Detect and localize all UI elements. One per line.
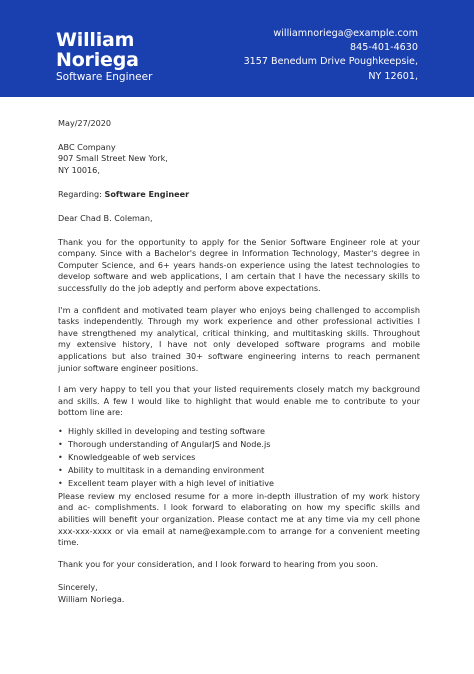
first-name: William bbox=[56, 29, 135, 51]
recipient-street: 907 Small Street New York, bbox=[58, 153, 168, 164]
signoff: Sincerely, bbox=[58, 582, 98, 593]
recipient-company: ABC Company bbox=[58, 141, 116, 152]
list-item: • Excellent team player with a high level of initiative bbox=[58, 477, 420, 490]
regarding-line bbox=[58, 189, 420, 201]
list-item: • Ability to multitask in a demanding environment bbox=[58, 464, 420, 477]
signature-name: William Noriega. bbox=[58, 594, 125, 605]
list-item: • Knowledgeable of web services bbox=[58, 451, 420, 464]
letter-header bbox=[0, 0, 474, 97]
contact-address-line2: NY 12601, bbox=[368, 70, 418, 82]
last-name: Noriega bbox=[56, 49, 139, 71]
job-title: Software Engineer bbox=[56, 71, 153, 83]
body-paragraph: I'm a confident and motivated team player who enjoys being challenged to accomplish tasks independently. Through my work experience and other professional activities I have strengthened my analytical, critical thinking, and multitasking skills. Throughout my extensive history, I have not only developed software programs and mobile applications but also trained 30+ software engineering interns to reach permanent junior software engineer positions. bbox=[58, 304, 420, 373]
list-item: • Thorough understanding of AngularJS and Node.js bbox=[58, 438, 420, 451]
body-paragraph: Thank you for your consideration, and I look forward to hearing from you soon. bbox=[58, 558, 379, 569]
skills-list bbox=[58, 425, 420, 490]
recipient-block bbox=[58, 142, 420, 177]
regarding-value: Software Engineer bbox=[104, 189, 190, 200]
body-paragraph: I am very happy to tell you that your listed requirements closely match my background and skills. A few I would like to highlight that would enable me to contribute to your bottom line are: bbox=[58, 384, 420, 418]
body-paragraph: Thank you for the opportunity to apply for the Senior Software Engineer role at your company. Since with a Bachelor's degree in Information Technology, Master's degree in Computer Science, and 6+ years hands-on experience using the latest technologies to develop software and web applications, I am certain that I have the necessary skills to successfully do the job adeptly and perform above expectations. bbox=[58, 236, 420, 293]
list-item: • Highly skilled in developing and testing software bbox=[58, 425, 420, 438]
name-block bbox=[56, 30, 152, 84]
salutation: Dear Chad B. Coleman, bbox=[58, 212, 153, 223]
contact-email: williamnoriega@example.com bbox=[273, 28, 418, 39]
letter-date: May/27/2020 bbox=[58, 118, 112, 128]
contact-address-line1: 3157 Benedum Drive Poughkeepsie, bbox=[243, 56, 418, 68]
body-paragraph: Please review my enclosed resume for a more in-depth illustration of my work history and ac- complishments. I look forward to elaborating on how my specific skills and abilities will benefit your organization. Please contact me at any time via my cell phone xxx-xxx-xxxx or via email at name@example.com to arrange for a convenient meeting time. bbox=[58, 490, 420, 548]
letter-body bbox=[58, 118, 420, 606]
regarding-label: Regarding: bbox=[58, 189, 102, 200]
contact-phone: 845-401-4630 bbox=[350, 42, 418, 54]
contact-block bbox=[244, 27, 418, 84]
recipient-city: NY 10016, bbox=[58, 164, 100, 175]
